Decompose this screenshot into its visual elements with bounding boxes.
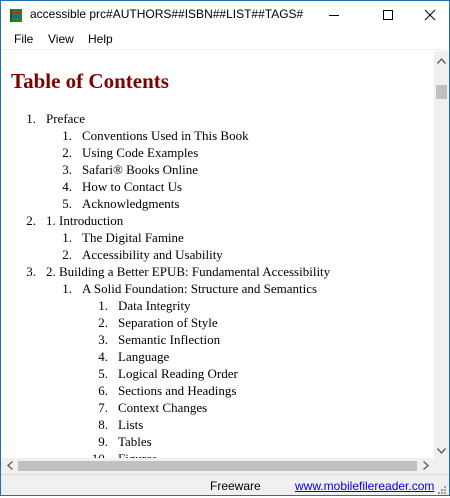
toc-item-link[interactable]: Acknowledgments xyxy=(82,196,180,211)
resize-grip-icon[interactable] xyxy=(437,484,447,494)
close-button[interactable] xyxy=(411,1,449,30)
toc-item-number: 2. xyxy=(26,213,36,228)
toc-item-link[interactable]: Accessibility and Usability xyxy=(82,247,223,262)
toc-item-link[interactable]: Using Code Examples xyxy=(82,145,199,160)
toc-item-link[interactable]: Data Integrity xyxy=(118,298,191,313)
horizontal-scrollbar[interactable] xyxy=(1,458,434,474)
toc-item-number: 2. xyxy=(98,315,108,330)
minimize-icon xyxy=(329,7,339,25)
toc-item-link[interactable]: Safari® Books Online xyxy=(82,162,199,177)
toc-item-link[interactable]: The Digital Famine xyxy=(82,230,184,245)
menu-file[interactable]: File xyxy=(14,32,34,46)
toc-item-link[interactable]: A Solid Foundation: Structure and Semantics xyxy=(82,281,318,296)
scrollbar-corner xyxy=(434,458,449,474)
toc-item-link[interactable]: Language xyxy=(118,349,170,364)
window-title: accessible prc#AUTHORS##ISBN##LIST##TAGS# xyxy=(30,7,304,21)
vertical-scrollbar[interactable] xyxy=(434,51,449,458)
toc-item-link[interactable]: Tables xyxy=(118,434,152,449)
chevron-up-icon xyxy=(437,51,446,69)
toc-item-link[interactable]: Context Changes xyxy=(118,400,208,415)
title-bar[interactable] xyxy=(1,1,449,30)
menu-view[interactable]: View xyxy=(48,32,74,46)
maximize-button[interactable] xyxy=(365,1,411,30)
scroll-up-button[interactable] xyxy=(434,51,449,68)
vertical-scroll-thumb[interactable] xyxy=(436,85,447,99)
website-link[interactable]: www.mobilefilereader.com xyxy=(295,479,435,493)
toc-item-link[interactable]: How to Contact Us xyxy=(82,179,183,194)
menu-help[interactable]: Help xyxy=(88,32,113,46)
status-freeware-label: Freeware xyxy=(210,479,261,493)
toc-item-number: 2. xyxy=(62,145,72,160)
toc-item-number: 3. xyxy=(62,162,72,177)
document-view[interactable] xyxy=(1,51,434,458)
toc-item-link[interactable]: Logical Reading Order xyxy=(118,366,238,381)
toc-item-number: 8. xyxy=(98,417,108,432)
scroll-down-button[interactable] xyxy=(434,441,449,458)
toc-item-link[interactable]: Separation of Style xyxy=(118,315,218,330)
chevron-right-icon xyxy=(423,457,429,475)
chevron-down-icon xyxy=(437,441,446,459)
close-icon xyxy=(425,7,435,25)
toc-item-number: 9. xyxy=(98,434,108,449)
toc-item-number: 1. xyxy=(62,281,72,296)
toc-item-link[interactable]: Semantic Inflection xyxy=(118,332,221,347)
horizontal-scroll-thumb[interactable] xyxy=(18,461,417,471)
toc-item-number: 5. xyxy=(98,366,108,381)
toc-item-number: 3. xyxy=(98,332,108,347)
toc-heading: Table of Contents xyxy=(11,69,169,93)
toc-item-number: 2. xyxy=(62,247,72,262)
minimize-button[interactable] xyxy=(311,1,357,30)
toc-item-link[interactable]: 1. Introduction xyxy=(46,213,124,228)
toc-item-number: 1. xyxy=(62,230,72,245)
scroll-left-button[interactable] xyxy=(1,458,18,474)
scroll-right-button[interactable] xyxy=(417,458,434,474)
chevron-left-icon xyxy=(7,457,13,475)
toc-item-number: 1. xyxy=(26,111,36,126)
toc-item-number: 1. xyxy=(98,298,108,313)
toc-item-number: 3. xyxy=(26,264,36,279)
status-bar xyxy=(1,474,449,495)
toc-item-link[interactable]: Conventions Used in This Book xyxy=(82,128,249,143)
toc-item-number: 5. xyxy=(62,196,72,211)
book-icon xyxy=(9,8,23,23)
toc-item-link[interactable]: Sections and Headings xyxy=(118,383,237,398)
toc-item-link[interactable]: 2. Building a Better EPUB: Fundamental Accessibility xyxy=(46,264,331,279)
maximize-icon xyxy=(383,7,393,25)
toc-item-number: 6. xyxy=(98,383,108,398)
toc-item-link[interactable]: Preface xyxy=(46,111,85,126)
toc-item-number: 4. xyxy=(62,179,72,194)
toc-item-number: 1. xyxy=(62,128,72,143)
toc-item-link[interactable]: Lists xyxy=(118,417,144,432)
toc-item-number: 7. xyxy=(98,400,108,415)
toc-item-number: 4. xyxy=(98,349,108,364)
menu-bar xyxy=(1,30,449,50)
